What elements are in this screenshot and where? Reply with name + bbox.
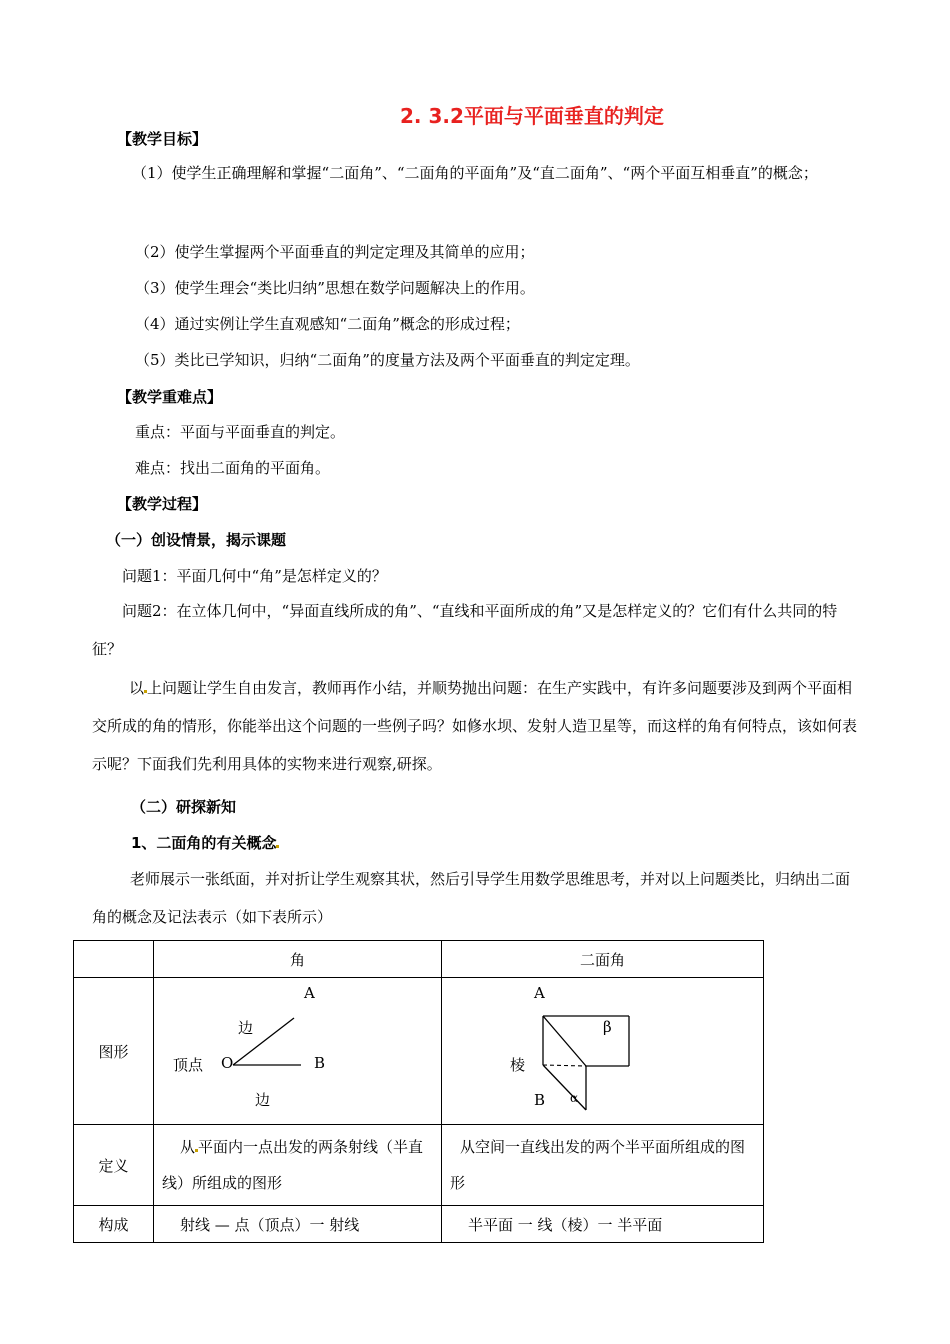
- angle-figure-cell: [154, 978, 442, 1125]
- angle-composition-text: 射线 — 点（顶点）一 射线: [180, 1215, 360, 1234]
- angle-definition-text: 从 平面内一点出发的两条射线（半直线）所组成的图形: [162, 1138, 424, 1192]
- angle-label-vertex: 顶点: [173, 1056, 204, 1074]
- row-label-composition: 构成: [74, 1206, 154, 1243]
- page-title: 2. 3.2平面与平面垂直的判定: [400, 104, 664, 128]
- dihedral-label-edge: 棱: [510, 1056, 526, 1074]
- table-corner-cell: [74, 941, 154, 978]
- dihedral-label-b: B: [534, 1091, 546, 1109]
- goal-item-1: （1）使学生正确理解和掌握“二面角”、“二面角的平面角”及“直二面角”、“两个平面互相垂直”的概念；: [132, 164, 818, 182]
- goals-heading: 【教学目标】: [117, 130, 208, 148]
- table-header-row: [74, 941, 764, 978]
- dihedral-label-beta: β: [603, 1018, 612, 1036]
- beta-diagonal: [543, 1016, 586, 1066]
- question-2: 问题2：在立体几何中，“异面直线所成的角”、“直线和平面所成的角”又是怎样定义的？它们有什么共同的特征？: [92, 602, 838, 658]
- row-label-figure: 图形: [74, 978, 154, 1125]
- table-row-composition: [74, 1206, 764, 1243]
- comparison-table: [73, 940, 764, 1243]
- dihedral-composition-text: 半平面 一 线（棱）一 半平面: [468, 1215, 663, 1234]
- key-heading: 【教学重难点】: [117, 388, 223, 406]
- dihedral-diagram-lines: [442, 978, 764, 1124]
- concept-heading: 1、二面角的有关概念: [131, 832, 279, 853]
- difficult-point: 难点：找出二面角的平面角。: [135, 459, 331, 477]
- angle-label-o: O: [221, 1054, 234, 1072]
- dihedral-label-alpha: α: [570, 1091, 579, 1105]
- dihedral-definition-text: 从空间一直线出发的两个半平面所组成的图形: [450, 1138, 746, 1192]
- goal-item-5: （5）类比已学知识，归纳“二面角”的度量方法及两个平面垂直的判定定理。: [135, 351, 640, 369]
- header-dihedral: 二面角: [442, 941, 764, 978]
- mark-dot: [276, 845, 279, 848]
- question-1: 问题1：平面几何中“角”是怎样定义的？: [122, 567, 387, 585]
- intro-paragraph: 以 上问题让学生自由发言，教师再作小结，并顺势抛出问题：在生产实践中，有许多问题要涉及到两个平面相交所成的角的情形，你能举出这个问题的一些例子吗？如修水坝、发射人造卫星等，而这样的角有何特点，该如何表示呢？下面我们先利用具体的实物来进行观察,研探。: [92, 679, 858, 773]
- angle-label-side-bottom: 边: [255, 1091, 271, 1109]
- sub1-heading: （一）创设情景，揭示课题: [106, 531, 287, 549]
- header-angle: 角: [154, 941, 442, 978]
- dihedral-label-a: A: [534, 984, 545, 1002]
- hidden-edge: [543, 1065, 586, 1066]
- process-heading: 【教学过程】: [117, 495, 208, 513]
- dihedral-diagram: [442, 978, 763, 1124]
- sub2-heading: （二）研探新知: [131, 798, 237, 816]
- angle-diagram-lines: [154, 978, 442, 1124]
- dihedral-composition-cell: [442, 1206, 764, 1243]
- row-label-definition: 定义: [74, 1125, 154, 1206]
- angle-label-b: B: [314, 1054, 326, 1072]
- angle-diagram: [154, 978, 441, 1124]
- angle-definition-cell: [154, 1125, 442, 1206]
- goal-item-3: （3）使学生理会“类比归纳”思想在数学问题解决上的作用。: [135, 279, 535, 297]
- dihedral-definition-cell: [442, 1125, 764, 1206]
- angle-composition-cell: [154, 1206, 442, 1243]
- angle-label-side-top: 边: [238, 1019, 254, 1037]
- goal-item-2: （2）使学生掌握两个平面垂直的判定定理及其简单的应用；: [135, 243, 535, 261]
- angle-label-a: A: [304, 984, 315, 1002]
- key-point: 重点：平面与平面垂直的判定。: [135, 423, 346, 441]
- alpha-diagonal: [543, 1065, 586, 1110]
- table-row-figure: [74, 978, 764, 1125]
- goal-item-4: （4）通过实例让学生直观感知“二面角”概念的形成过程；: [135, 315, 520, 333]
- table-row-definition: [74, 1125, 764, 1206]
- dihedral-figure-cell: [442, 978, 764, 1125]
- concept-paragraph: 老师展示一张纸面，并对折让学生观察其状，然后引导学生用数学思维思考，并对以上问题类比，归纳出二面角的概念及记法表示（如下表所示）: [92, 870, 851, 926]
